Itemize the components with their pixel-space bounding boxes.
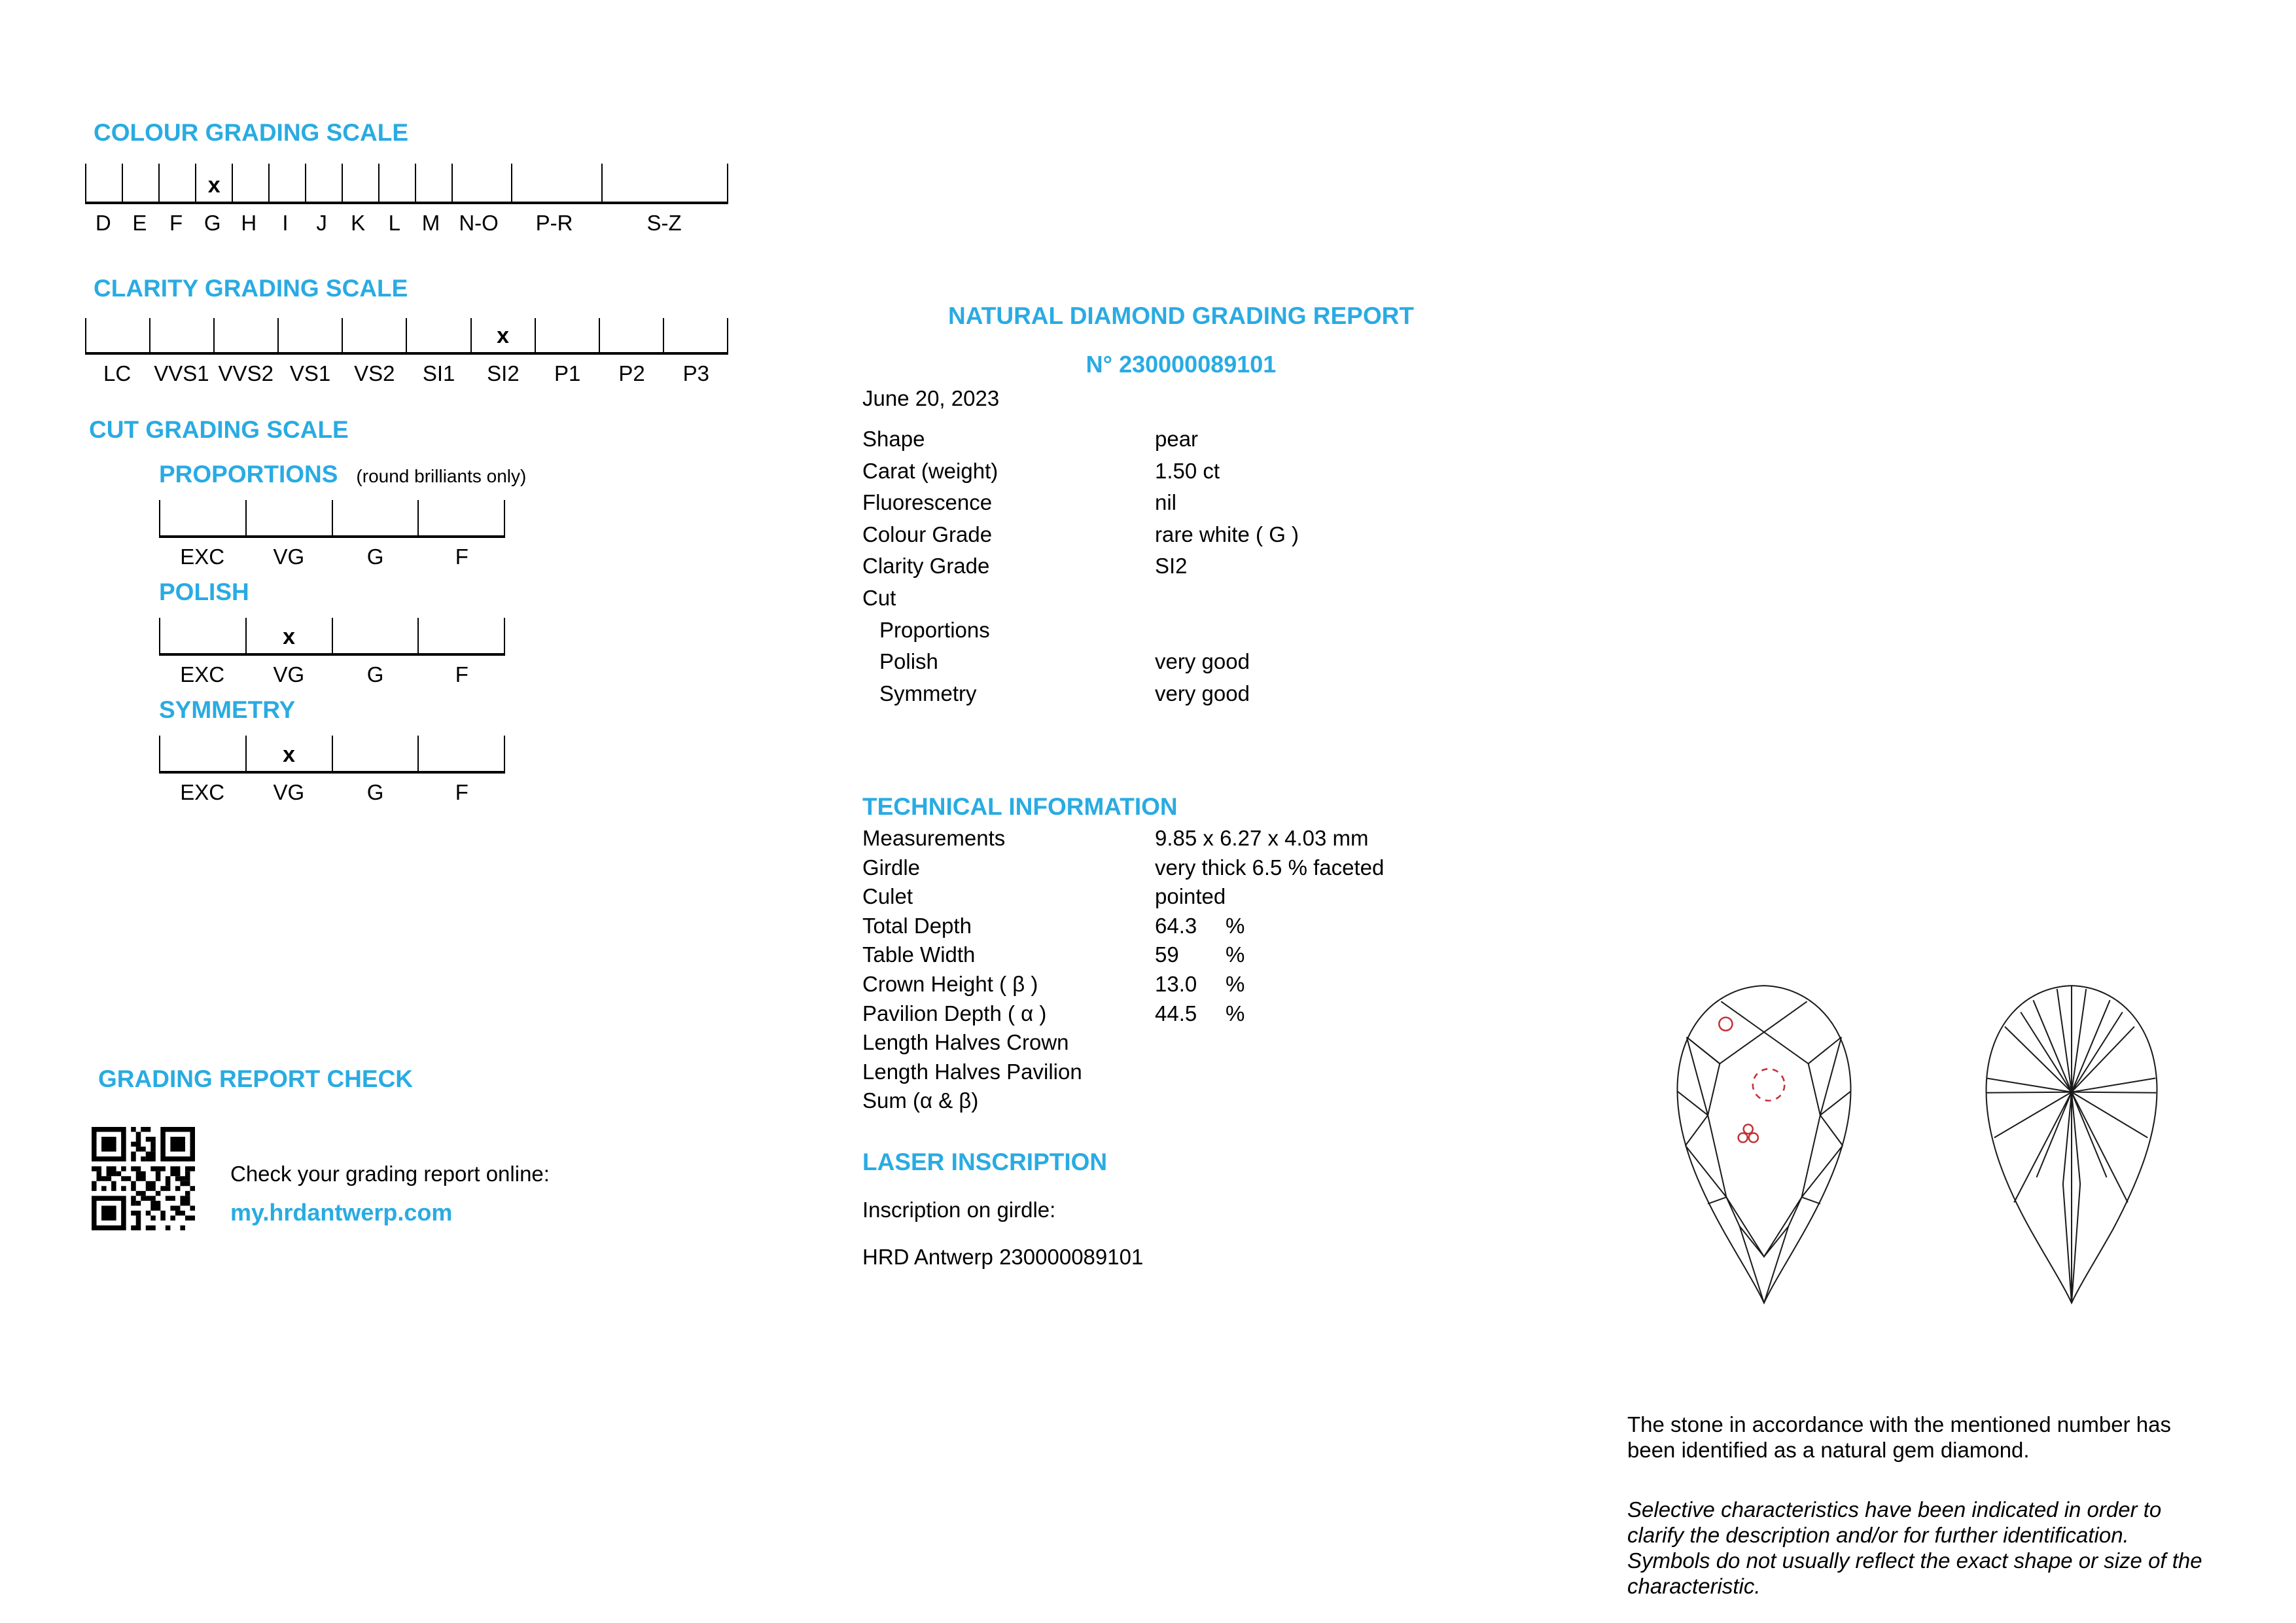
scale-label: SI2 bbox=[487, 361, 520, 385]
scale-label: D bbox=[95, 211, 111, 235]
field-label: Carat (weight) bbox=[862, 458, 998, 483]
field-label: Proportions bbox=[879, 617, 990, 642]
field-row bbox=[862, 1060, 1384, 1089]
laser-caption: Inscription on girdle: bbox=[862, 1198, 1056, 1222]
scale-cell-l bbox=[378, 164, 415, 202]
field-value: SI2 bbox=[1155, 554, 1188, 579]
scale-label: P2 bbox=[618, 361, 645, 385]
diamond-pavilion-diagram bbox=[1963, 979, 2176, 1310]
field-row bbox=[862, 554, 1299, 586]
scale-label: P-R bbox=[535, 211, 573, 235]
field-label: Table Width bbox=[862, 942, 976, 967]
scale-cell-n-o bbox=[451, 164, 510, 202]
field-label: Girdle bbox=[862, 855, 921, 880]
scale-cell-k bbox=[342, 164, 378, 202]
field-row bbox=[862, 1088, 1384, 1118]
proportions-title: PROPORTIONS bbox=[159, 461, 338, 488]
technical-rows bbox=[862, 826, 1384, 1118]
field-row bbox=[862, 459, 1299, 491]
clarity-scale bbox=[85, 318, 728, 386]
symmetry-title: SYMMETRY bbox=[159, 696, 296, 723]
scale-cell-exc bbox=[159, 736, 245, 771]
scale-label: G bbox=[366, 662, 384, 687]
field-row bbox=[862, 681, 1299, 713]
inclusion-cloud-mark bbox=[1753, 1069, 1784, 1100]
scale-cell-e bbox=[122, 164, 158, 202]
scale-label: G bbox=[366, 780, 384, 804]
scale-cell-si2 bbox=[470, 318, 535, 352]
scale-label: K bbox=[351, 211, 366, 235]
field-value: 1.50 ct bbox=[1155, 458, 1220, 483]
scale-cell-d bbox=[85, 164, 122, 202]
scale-label: J bbox=[316, 211, 327, 235]
scale-cell-i bbox=[268, 164, 305, 202]
qr-code bbox=[92, 1127, 195, 1230]
scale-label: VVS2 bbox=[218, 361, 274, 385]
field-row bbox=[862, 427, 1299, 459]
symmetry-scale bbox=[159, 736, 505, 805]
field-label: Colour Grade bbox=[862, 522, 993, 546]
proportions-scale bbox=[159, 500, 505, 569]
scale-label: VS2 bbox=[354, 361, 395, 385]
summary-fields bbox=[862, 427, 1299, 713]
scale-cell-m bbox=[415, 164, 451, 202]
field-label: Polish bbox=[879, 649, 938, 674]
scale-label: F bbox=[455, 662, 468, 687]
field-value: pointed bbox=[1155, 884, 1226, 909]
scale-label: H bbox=[241, 211, 257, 235]
scale-label: VG bbox=[273, 662, 305, 687]
scale-label: VVS1 bbox=[154, 361, 209, 385]
scale-label: EXC bbox=[180, 662, 225, 687]
scale-label: VG bbox=[273, 780, 305, 804]
field-row bbox=[862, 649, 1299, 681]
field-value: very good bbox=[1155, 681, 1250, 705]
field-label: Clarity Grade bbox=[862, 554, 990, 579]
field-row bbox=[862, 522, 1299, 554]
scale-label: F bbox=[455, 544, 468, 569]
scale-label: S-Z bbox=[646, 211, 682, 235]
identification-note: The stone in accordance with the mentioned number has been identified as a natural gem diamond. bbox=[1627, 1412, 2171, 1462]
clarity-scale-title: CLARITY GRADING SCALE bbox=[94, 275, 408, 302]
grade-mark: x bbox=[207, 173, 221, 198]
scale-label: F bbox=[169, 211, 183, 235]
scale-label: L bbox=[388, 211, 400, 235]
grade-mark: x bbox=[283, 624, 296, 649]
scale-cell-h bbox=[232, 164, 268, 202]
field-label: Crown Height ( β ) bbox=[862, 971, 1038, 996]
field-label: Length Halves Pavilion bbox=[862, 1059, 1082, 1084]
scale-label: G bbox=[203, 211, 221, 235]
scale-cell-vs1 bbox=[277, 318, 342, 352]
field-label: Shape bbox=[862, 427, 925, 451]
field-label: Total Depth bbox=[862, 913, 972, 938]
polish-scale bbox=[159, 618, 505, 687]
scale-cell-si1 bbox=[406, 318, 470, 352]
laser-title: LASER INSCRIPTION bbox=[862, 1149, 1108, 1175]
scale-cell-exc bbox=[159, 618, 245, 653]
report-title: NATURAL DIAMOND GRADING REPORT bbox=[948, 302, 1414, 329]
scale-label: LC bbox=[103, 361, 132, 385]
scale-cell-vvs1 bbox=[149, 318, 213, 352]
proportions-heading bbox=[159, 461, 526, 488]
report-date: June 20, 2023 bbox=[862, 386, 1000, 410]
scale-cell-exc bbox=[159, 500, 245, 535]
field-value: pear bbox=[1155, 427, 1199, 451]
field-row bbox=[862, 884, 1384, 914]
field-label: Pavilion Depth ( α ) bbox=[862, 1001, 1047, 1026]
inclusion-trefoil-mark bbox=[1739, 1124, 1758, 1142]
field-row bbox=[862, 826, 1384, 855]
scale-cell-p1 bbox=[535, 318, 599, 352]
scale-cell-f bbox=[417, 618, 505, 653]
report-check-caption: Check your grading report online: bbox=[230, 1162, 550, 1186]
scale-label: E bbox=[132, 211, 147, 235]
scale-cell-g bbox=[332, 500, 418, 535]
colour-scale bbox=[85, 164, 728, 236]
scale-cell-g bbox=[195, 164, 232, 202]
field-row bbox=[862, 942, 1384, 972]
scale-label: P1 bbox=[554, 361, 581, 385]
field-label: Fluorescence bbox=[862, 490, 993, 515]
technical-title: TECHNICAL INFORMATION bbox=[862, 793, 1178, 820]
scale-cell-j bbox=[305, 164, 342, 202]
field-row bbox=[862, 490, 1299, 522]
field-row bbox=[862, 914, 1384, 943]
scale-label: I bbox=[282, 211, 289, 235]
grade-mark: x bbox=[497, 323, 510, 348]
field-unit: % bbox=[1226, 1001, 1245, 1026]
field-value: very thick 6.5 % faceted bbox=[1155, 855, 1385, 880]
scale-cell-vg bbox=[245, 500, 332, 535]
scale-cell-p2 bbox=[599, 318, 663, 352]
scale-cell-s-z bbox=[601, 164, 728, 202]
field-unit: % bbox=[1226, 942, 1245, 967]
polish-title: POLISH bbox=[159, 579, 249, 605]
report-number: N° 230000089101 bbox=[1086, 351, 1277, 378]
cut-scale-title: CUT GRADING SCALE bbox=[89, 416, 349, 443]
scale-label: EXC bbox=[180, 780, 225, 804]
field-row bbox=[862, 855, 1384, 885]
field-unit: % bbox=[1226, 971, 1245, 996]
field-row bbox=[862, 1001, 1384, 1031]
scale-label: M bbox=[421, 211, 440, 235]
characteristics-note: Selective characteristics have been indicated in order to clarify the description and/or for further identification. Symbols do not usually reflect the exact shape or size of the characteristic. bbox=[1627, 1497, 2202, 1598]
field-label: Measurements bbox=[862, 826, 1006, 850]
field-label: Culet bbox=[862, 884, 913, 909]
colour-scale-title: COLOUR GRADING SCALE bbox=[94, 119, 408, 146]
scale-label: N-O bbox=[459, 211, 499, 235]
scale-cell-p-r bbox=[511, 164, 601, 202]
field-row bbox=[862, 972, 1384, 1001]
diamond-crown-diagram bbox=[1654, 979, 1874, 1310]
scale-label: VG bbox=[273, 544, 305, 569]
field-value: 9.85 x 6.27 x 4.03 mm bbox=[1155, 826, 1369, 850]
field-value: 44.5 bbox=[1155, 1001, 1197, 1026]
report-check-title: GRADING REPORT CHECK bbox=[98, 1065, 414, 1092]
scale-cell-g bbox=[332, 618, 418, 653]
field-value: 13.0 bbox=[1155, 971, 1197, 996]
field-label: Sum (α & β) bbox=[862, 1088, 979, 1113]
scale-label: G bbox=[366, 544, 384, 569]
scale-label: VS1 bbox=[289, 361, 331, 385]
scale-cell-vvs2 bbox=[213, 318, 277, 352]
field-row bbox=[862, 1030, 1384, 1060]
scale-cell-vg bbox=[245, 736, 332, 771]
scale-cell-f bbox=[417, 736, 505, 771]
scale-cell-p3 bbox=[663, 318, 728, 352]
field-value: 59 bbox=[1155, 942, 1179, 967]
scale-cell-g bbox=[332, 736, 418, 771]
field-label: Cut bbox=[862, 585, 896, 610]
scale-cell-f bbox=[417, 500, 505, 535]
field-row bbox=[862, 586, 1299, 618]
scale-label: SI1 bbox=[422, 361, 455, 385]
scale-cell-lc bbox=[85, 318, 149, 352]
field-label: Length Halves Crown bbox=[862, 1030, 1069, 1055]
field-row bbox=[862, 618, 1299, 650]
field-value: rare white ( G ) bbox=[1155, 522, 1299, 546]
scale-cell-vg bbox=[245, 618, 332, 653]
laser-inscription: HRD Antwerp 230000089101 bbox=[862, 1245, 1144, 1269]
field-label: Symmetry bbox=[879, 681, 977, 705]
field-value: nil bbox=[1155, 490, 1177, 515]
field-unit: % bbox=[1226, 913, 1245, 938]
scale-label: P3 bbox=[682, 361, 709, 385]
inclusion-crystal-mark bbox=[1719, 1018, 1732, 1031]
proportions-note: (round brilliants only) bbox=[356, 466, 527, 486]
scale-cell-f bbox=[158, 164, 195, 202]
field-value: very good bbox=[1155, 649, 1250, 674]
scale-label: EXC bbox=[180, 544, 225, 569]
field-value: 64.3 bbox=[1155, 913, 1197, 938]
scale-cell-vs2 bbox=[342, 318, 406, 352]
grade-mark: x bbox=[283, 742, 296, 767]
report-check-link[interactable]: my.hrdantwerp.com bbox=[230, 1199, 453, 1226]
scale-label: F bbox=[455, 780, 468, 804]
